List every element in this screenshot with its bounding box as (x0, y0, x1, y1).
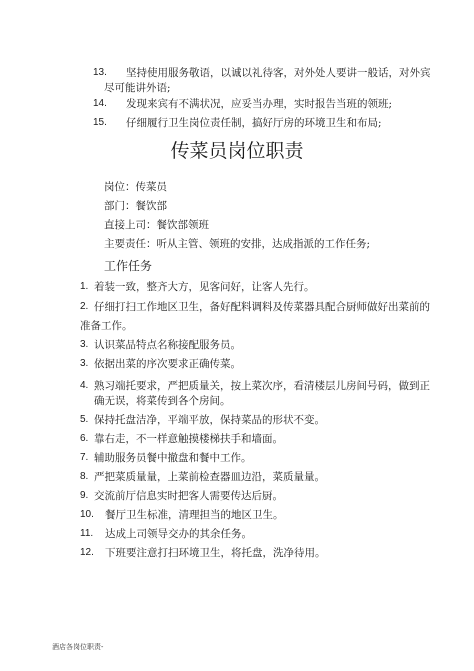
list-item-text: 尽可能讲外语; (104, 82, 171, 94)
duty-line: 主要责任：听从主管、领班的安排，达成指派的工作任务; (104, 238, 371, 250)
task-number: 4. (80, 380, 89, 391)
task-text: 严把菜质量量，上菜前检查器皿边沿，菜质量量。 (94, 471, 325, 483)
task-text: 确无误，将菜传到各个房间。 (94, 395, 231, 407)
task-number: 11. (80, 528, 94, 539)
task-text: 依据出菜的序次要求正确传菜。 (94, 358, 241, 370)
task-text: 仔细打扫工作地区卫生，备好配料调料及传菜器具配合厨师做好出菜前的 (94, 301, 430, 313)
task-text: 靠右走，不一样意触摸楼梯扶手和墙面。 (94, 433, 283, 445)
task-text: 达成上司领导交办的其余任务。 (105, 528, 252, 540)
department-line: 部门：餐饮部 (104, 200, 167, 212)
task-text: 保持托盘洁净，平端平放，保持菜品的形状不变。 (94, 414, 325, 426)
task-text: 交流前厅信息实时把客人需要传达后厨。 (94, 490, 283, 502)
task-number: 3. (80, 339, 89, 350)
task-text: 认识菜品特点名称接配服务员。 (94, 339, 241, 351)
task-text: 准备工作。 (80, 320, 133, 332)
list-item-text: 发现来宾有不满状况，应妥当办理，实时报告当班的领班; (126, 98, 393, 110)
task-number: 6. (80, 433, 89, 444)
position-line: 岗位：传菜员 (104, 181, 167, 193)
list-item-text: 仔细履行卫生岗位责任制，搞好厅房的环境卫生和布局; (126, 117, 382, 129)
task-number: 8. (80, 471, 89, 482)
task-text: 着装一致，整齐大方，见客问好，让客人先行。 (94, 281, 315, 293)
supervisor-line: 直接上司：餐饮部领班 (104, 219, 209, 231)
list-item-text: 坚持使用服务敬语，以诚以礼待客，对外处人要讲一般话，对外宾 (126, 67, 431, 79)
task-text: 熟习端托要求，严把质量关，按上菜次序，看清楼层儿房间号码，做到正 (94, 380, 430, 392)
tasks-heading: 工作任务 (104, 259, 153, 273)
task-number: 12. (80, 547, 94, 558)
list-number: 13. (93, 67, 107, 78)
task-text: 辅助服务员餐中撤盘和餐中工作。 (94, 452, 252, 464)
task-number: 9. (80, 490, 89, 501)
task-text: 下班要注意打扫环境卫生，将托盘，洗净待用。 (105, 547, 326, 559)
task-number: 5. (80, 414, 89, 425)
task-number: 10. (80, 509, 94, 520)
task-number: 1. (80, 281, 89, 292)
page-title: 传菜员岗位职责 (170, 140, 304, 162)
task-number: 2. (80, 301, 89, 312)
task-number: 3. (80, 358, 89, 369)
page-footer: 酒店各岗位职责- (52, 643, 104, 651)
list-number: 15. (93, 117, 107, 128)
list-number: 14. (93, 98, 107, 109)
task-text: 餐厅卫生标准，清理担当的地区卫生。 (105, 509, 284, 521)
task-number: 7. (80, 452, 89, 463)
